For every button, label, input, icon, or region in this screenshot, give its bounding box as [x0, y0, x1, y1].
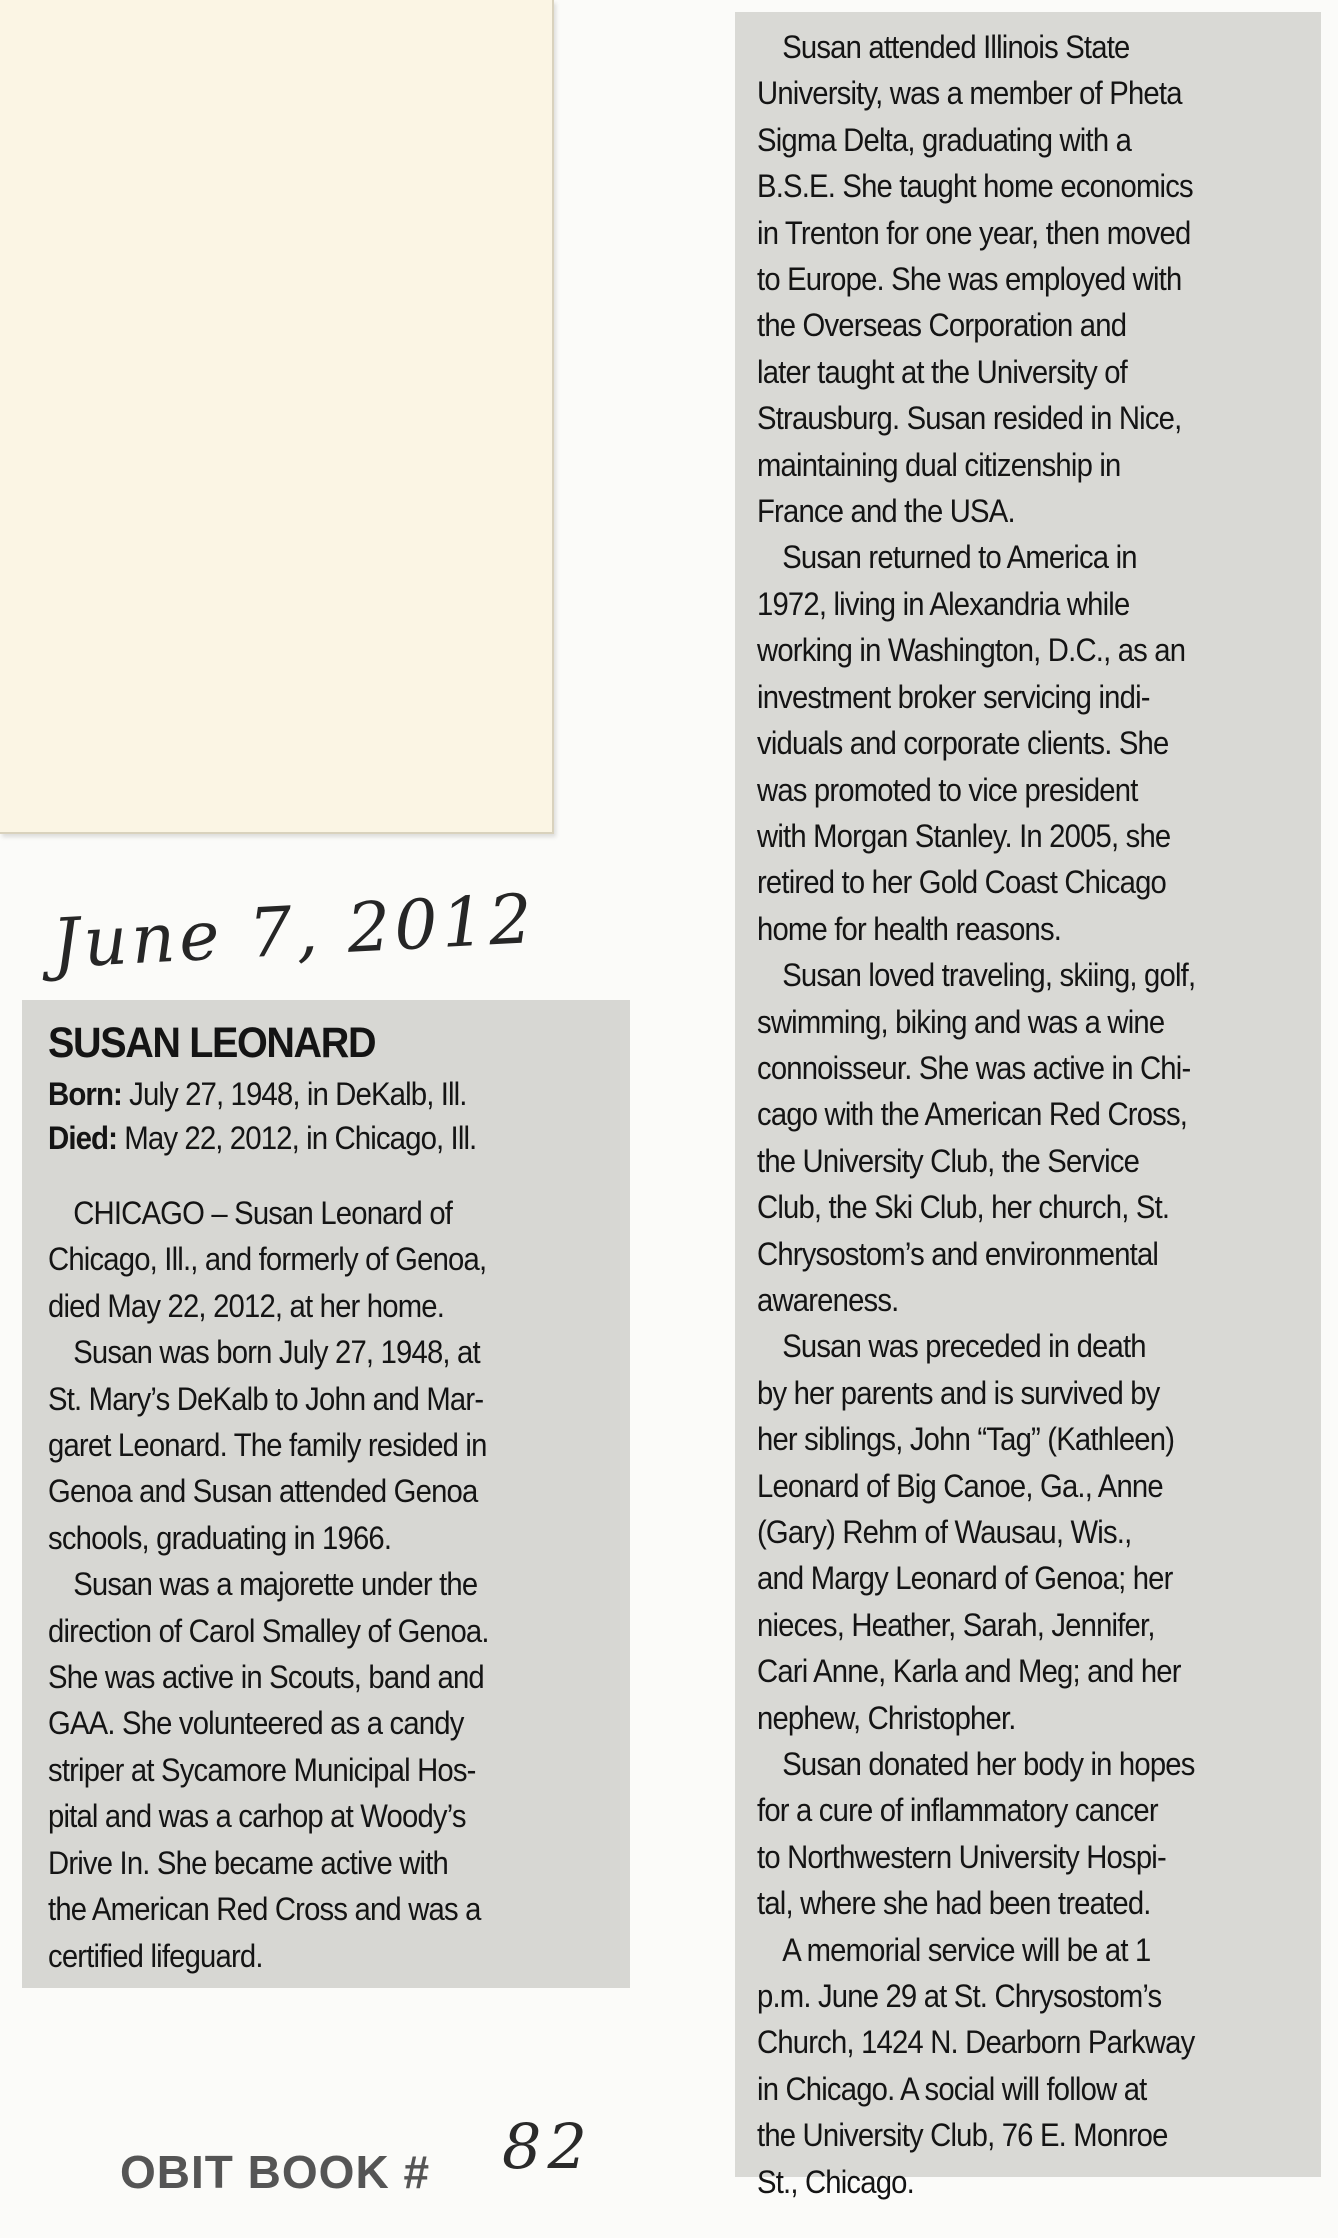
text-line: to Northwestern University Hospi-	[757, 1838, 1166, 1875]
text-line: Church, 1424 N. Dearborn Parkway	[757, 2024, 1195, 2061]
text-line: was promoted to vice president	[757, 771, 1138, 808]
text-line: Cari Anne, Karla and Meg; and her	[757, 1653, 1181, 1690]
text-line: Susan donated her body in hopes	[782, 1746, 1195, 1783]
text-line: and Margy Leonard of Genoa; her	[757, 1560, 1173, 1597]
died-label: Died:	[48, 1120, 117, 1156]
text-line: CHICAGO – Susan Leonard of	[73, 1195, 453, 1231]
text-line: schools, graduating in 1966.	[48, 1519, 392, 1556]
text-line: home for health reasons.	[757, 910, 1062, 947]
text-line: France and the USA.	[757, 493, 1015, 530]
text-line: working in Washington, D.C., as an	[757, 632, 1186, 669]
text-line: connoisseur. She was active in Chi-	[757, 1049, 1191, 1086]
text-line: pital and was a carhop at Woody’s	[48, 1798, 466, 1835]
text-line: Susan loved traveling, skiing, golf,	[782, 957, 1196, 994]
text-line: for a cure of inflammatory cancer	[757, 1792, 1158, 1829]
handwritten-date: June 7, 2012	[50, 879, 538, 984]
text-line: to Europe. She was employed with	[757, 261, 1182, 298]
text-line: Club, the Ski Club, her church, St.	[757, 1189, 1170, 1226]
born-label: Born:	[48, 1076, 122, 1112]
obit-book-label: OBIT BOOK #	[120, 2146, 431, 2198]
text-line: (Gary) Rehm of Wausau, Wis.,	[757, 1514, 1132, 1550]
text-line: swimming, biking and was a wine	[757, 1003, 1165, 1040]
text-line: in Chicago. A social will follow at	[757, 2070, 1147, 2107]
obituary-clipping-right-column	[735, 12, 1321, 2200]
text-line: St., Chicago.	[757, 2163, 914, 2200]
text-line: She was active in Scouts, band and	[48, 1659, 484, 1696]
text-line: Sigma Delta, graduating with a	[757, 121, 1132, 158]
obituary-body-left	[48, 1190, 606, 1979]
text-line: with Morgan Stanley. In 2005, she	[757, 817, 1171, 854]
text-line: University, was a member of Pheta	[757, 75, 1182, 112]
text-line: p.m. June 29 at St. Chrysostom’s	[757, 1978, 1162, 2015]
text-line: St. Mary’s DeKalb to John and Mar-	[48, 1380, 484, 1417]
text-line: Leonard of Big Canoe, Ga., Anne	[757, 1467, 1163, 1504]
born-line	[48, 1072, 561, 1116]
text-line: certified lifeguard.	[48, 1937, 263, 1974]
text-line: the Overseas Corporation and	[757, 307, 1127, 344]
text-line: Chrysostom’s and environmental	[757, 1235, 1159, 1272]
text-line: GAA. She volunteered as a candy	[48, 1705, 464, 1742]
text-line: later taught at the University of	[757, 353, 1127, 390]
text-line: Susan was born July 27, 1948, at	[73, 1334, 480, 1371]
born-value: July 27, 1948, in DeKalb, Ill.	[121, 1076, 467, 1112]
text-line: cago with the American Red Cross,	[757, 1096, 1188, 1133]
text-line: garet Leonard. The family resided in	[48, 1427, 487, 1464]
text-line: striper at Sycamore Municipal Hos-	[48, 1751, 476, 1788]
text-line: her siblings, John “Tag” (Kathleen)	[757, 1421, 1175, 1458]
text-line: maintaining dual citizenship in	[757, 446, 1121, 483]
text-line: 1972, living in Alexandria while	[757, 585, 1130, 622]
died-line	[48, 1116, 561, 1160]
obituary-clipping-left-column	[22, 1000, 630, 1988]
text-line: the American Red Cross and was a	[48, 1891, 481, 1928]
obituary-body-right	[757, 24, 1301, 2205]
text-line: A memorial service will be at 1	[782, 1931, 1151, 1968]
died-value: May 22, 2012, in Chicago, Ill.	[117, 1120, 477, 1156]
text-line: nieces, Heather, Sarah, Jennifer,	[757, 1606, 1155, 1643]
text-line: tal, where she had been treated.	[757, 1885, 1151, 1922]
text-line: awareness.	[757, 1281, 899, 1318]
text-line: Chicago, Ill., and formerly of Genoa,	[48, 1241, 487, 1278]
text-line: died May 22, 2012, at her home.	[48, 1287, 445, 1324]
text-line: in Trenton for one year, then moved	[757, 214, 1191, 251]
text-line: Susan returned to America in	[782, 539, 1137, 576]
text-line: investment broker servicing indi-	[757, 678, 1150, 715]
text-line: B.S.E. She taught home economics	[757, 168, 1193, 205]
obituary-headline: SUSAN LEONARD	[48, 1019, 376, 1067]
text-line: Drive In. She became active with	[48, 1844, 449, 1881]
text-line: retired to her Gold Coast Chicago	[757, 864, 1166, 901]
text-line: direction of Carol Smalley of Genoa.	[48, 1612, 489, 1649]
text-line: nephew, Christopher.	[757, 1699, 1016, 1736]
text-line: Susan attended Illinois State	[782, 29, 1130, 65]
text-line: Susan was a majorette under the	[73, 1566, 478, 1603]
text-line: Susan was preceded in death	[782, 1328, 1146, 1365]
text-line: the University Club, 76 E. Monroe	[757, 2117, 1168, 2154]
text-line: Genoa and Susan attended Genoa	[48, 1473, 478, 1510]
text-line: the University Club, the Service	[757, 1142, 1140, 1179]
text-line: viduals and corporate clients. She	[757, 725, 1169, 762]
text-line: by her parents and is survived by	[757, 1374, 1160, 1411]
sticky-note-paper	[0, 0, 554, 834]
text-line: Strausburg. Susan resided in Nice,	[757, 400, 1182, 437]
obit-book-number: 82	[502, 2110, 593, 2183]
